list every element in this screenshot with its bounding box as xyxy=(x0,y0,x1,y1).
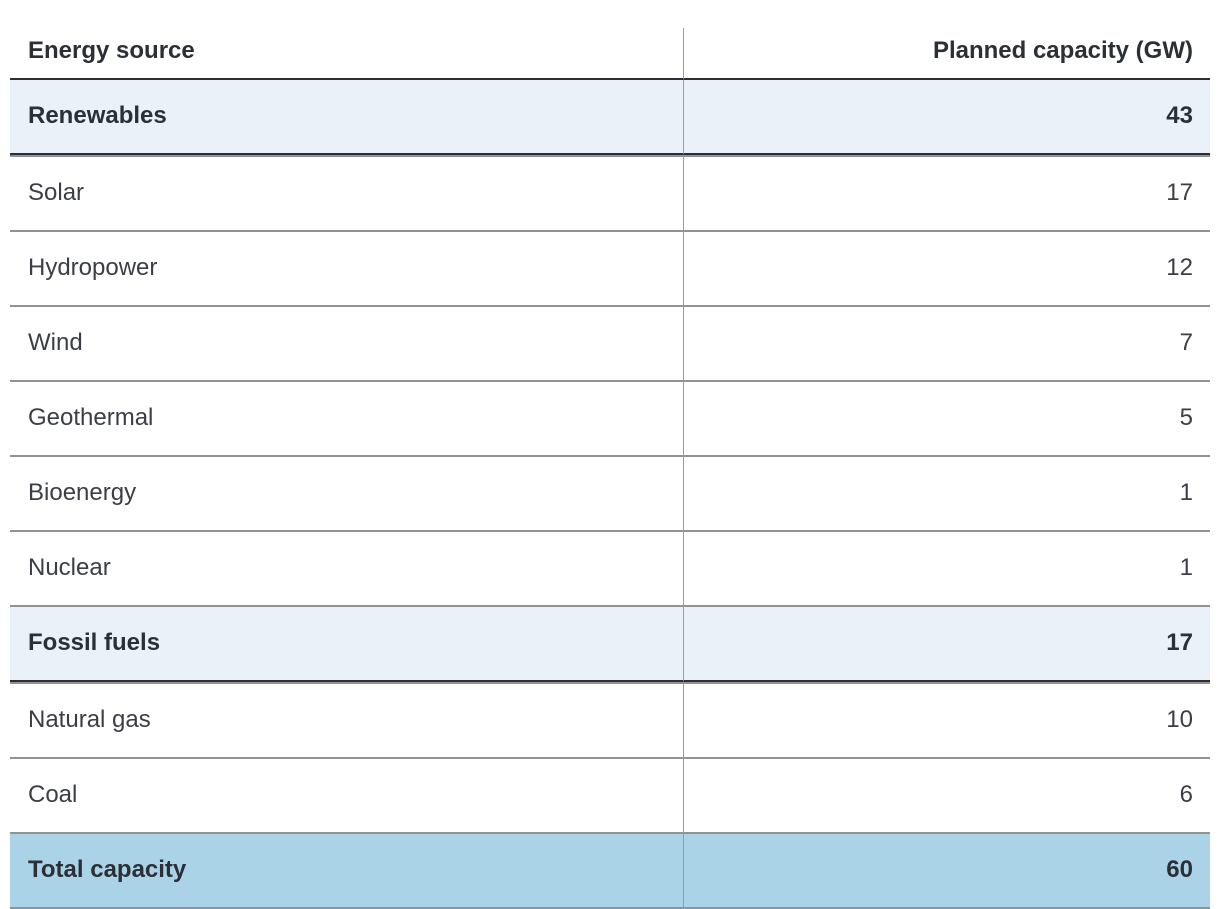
table-header xyxy=(10,28,1210,80)
row-value: 1 xyxy=(683,530,1210,605)
table-row-nuclear xyxy=(10,530,1210,605)
row-label: Natural gas xyxy=(10,682,683,757)
row-label: Solar xyxy=(10,155,683,230)
row-label: Geothermal xyxy=(10,380,683,455)
row-value: 10 xyxy=(683,682,1210,757)
row-value: 17 xyxy=(683,605,1210,682)
energy-capacity-table xyxy=(10,28,1210,909)
row-label: Bioenergy xyxy=(10,455,683,530)
row-value: 12 xyxy=(683,230,1210,305)
row-value: 17 xyxy=(683,155,1210,230)
row-value: 43 xyxy=(683,80,1210,155)
row-value: 1 xyxy=(683,455,1210,530)
row-label: Total capacity xyxy=(10,832,683,909)
row-value: 6 xyxy=(683,757,1210,832)
header-row xyxy=(10,28,1210,80)
energy-capacity-table-container xyxy=(10,28,1210,909)
row-label: Wind xyxy=(10,305,683,380)
table-row-wind xyxy=(10,305,1210,380)
row-label: Nuclear xyxy=(10,530,683,605)
table-row-natural-gas xyxy=(10,682,1210,757)
row-label: Renewables xyxy=(10,80,683,155)
table-row-hydropower xyxy=(10,230,1210,305)
row-value: 60 xyxy=(683,832,1210,909)
table-row-renewables xyxy=(10,80,1210,155)
column-header-planned-capacity: Planned capacity (GW) xyxy=(683,28,1210,80)
table-row-bioenergy xyxy=(10,455,1210,530)
table-row-solar xyxy=(10,155,1210,230)
table-row-geothermal xyxy=(10,380,1210,455)
row-label: Hydropower xyxy=(10,230,683,305)
table-row-fossil-fuels xyxy=(10,605,1210,682)
column-header-energy-source: Energy source xyxy=(10,28,683,80)
row-label: Fossil fuels xyxy=(10,605,683,682)
table-row-coal xyxy=(10,757,1210,832)
table-row-total-capacity xyxy=(10,832,1210,909)
table-body xyxy=(10,80,1210,909)
row-value: 5 xyxy=(683,380,1210,455)
row-label: Coal xyxy=(10,757,683,832)
row-value: 7 xyxy=(683,305,1210,380)
